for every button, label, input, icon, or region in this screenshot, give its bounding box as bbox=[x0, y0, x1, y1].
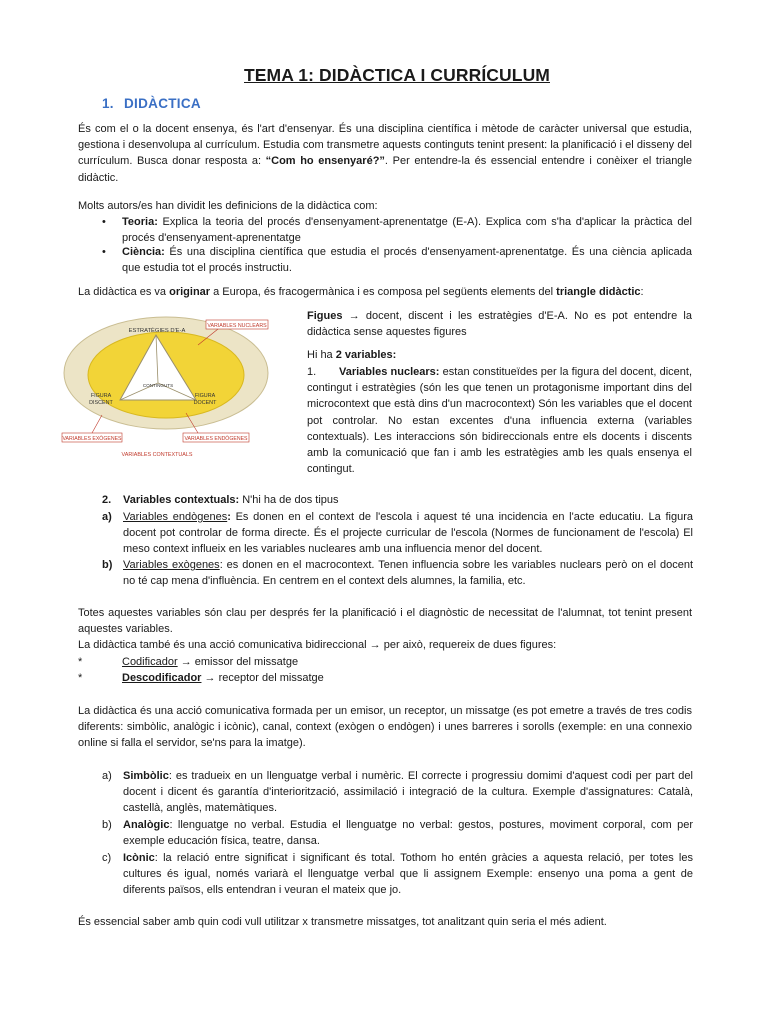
nuclear-label: Variables nuclears: bbox=[339, 366, 440, 378]
page-title: TEMA 1: DIDÀCTICA I CURRÍCULUM bbox=[244, 65, 550, 85]
decoder-item bbox=[122, 670, 682, 686]
figures-paragraph bbox=[307, 308, 692, 340]
code-symbolic bbox=[123, 768, 693, 817]
endogenous-text: Es donen en el context de l'escola i aquest té una incidencia en l'acte educatiu. La figura docent pot controlar de forma directe. És el projecte curricular de l'escola (Normes de funcionament de l'escola) El meso context influeix en les variables nucleares amb una influencia menor del docent. bbox=[123, 511, 694, 556]
action-paragraph: La didàctica és una acció comunicativa formada per un emisor, un receptor, un missatge (es pot emetre a través de tres codis diferents: simbòlic, analògic i icònic), canal, context (exògen o endògen) i unes barreres i sorolls (exemple: en una connexio online si falla el servidor, se'ns para la imatge). bbox=[78, 705, 692, 750]
figures-text: docent, discent i les estratègies d'E-A. No es pot entendre la didàctica sense aquestes figures bbox=[307, 310, 692, 339]
contextual-number bbox=[102, 492, 111, 508]
contextual-text: N'hi ha de dos tipus bbox=[239, 494, 339, 506]
pointer-line bbox=[92, 415, 102, 433]
bullet-science bbox=[122, 244, 692, 276]
intro-question: “Com ho ensenyaré?” bbox=[265, 155, 385, 168]
bullet-science-text: És una disciplina científica que estudia el procés d'ensenyament-aprenentatge. És una ciència aplicada que estudia tot el procés instructiu. bbox=[122, 246, 692, 275]
endogenous-marker bbox=[102, 509, 112, 525]
closing-paragraph: És essencial saber amb quin codi vull utilitzar x transmetre missatges, tot analitzant quin seria el més adient. bbox=[78, 916, 607, 928]
label-figure-right: FIGURA bbox=[194, 393, 216, 399]
encoder-text: → emissor del missatge bbox=[177, 656, 299, 668]
intro-text-1: És com el o la docent ensenya, és l'art d'ensenyar. És una disciplina científica i mètode de caràcter universal que estudia, gestiona i desenvolupa al currículum. Estudia com transmetre aquests continguts tenint present: la planificació i el disseny del currículum. Busca donar resposta a: bbox=[78, 123, 692, 168]
marker: a) bbox=[102, 770, 112, 782]
endogenous-term: Variables endògenes bbox=[123, 511, 228, 523]
section-heading-text: DIDÀCTICA bbox=[124, 96, 201, 111]
variables-intro-text: Hi ha bbox=[307, 349, 336, 361]
marker: * bbox=[78, 672, 83, 684]
origin-text-2: a Europa, és fracogermànica i es composa pel següents elements del bbox=[210, 286, 557, 298]
code-iconic-text: : la relació entre significat i significant és total. Tothom ho entén gràcies a aquesta relació, per totes les cultures és igual, només variarà el llenguatge verbal que li assignem Exemple: ensenyo una poma a gent de diferents països, ells entendran i veuran el mateix que jo. bbox=[123, 852, 693, 897]
code-iconic bbox=[123, 850, 693, 899]
nuclear-number: 1. bbox=[307, 366, 317, 378]
variables-intro-bold: 2 variables: bbox=[335, 349, 397, 361]
marker: c) bbox=[102, 852, 112, 864]
summary-paragraph: Totes aquestes variables són clau per després fer la planificació i el diagnòstic de necessitat de l'alumnat, tot tenint present aquestes variables. bbox=[78, 607, 692, 636]
origin-bold-2: triangle didàctic bbox=[556, 286, 641, 298]
label-figure-left: FIGURA bbox=[90, 393, 112, 399]
decoder-text: → receptor del missatge bbox=[201, 672, 324, 684]
decoder-term: Descodificador bbox=[122, 672, 202, 684]
bullet-theory-text: Explica la teoria del procés d'ensenyament-aprenentatge (E-A). Explica com s'ha d'aplicar la pràctica del procés d'ensenyament-aprenentatge bbox=[122, 216, 692, 245]
exogenous-text: es donen en el macrocontext. Tenen influencia sobre les variables nuclears però on el docent no té cap mena d'influència. En centrem en el context dels alumnes, la familia, etc. bbox=[123, 559, 693, 588]
figures-label: Figues bbox=[307, 310, 343, 322]
origin-bold-1: originar bbox=[169, 286, 211, 298]
code-symbolic-label: Simbòlic bbox=[123, 770, 169, 782]
bullet-science-label: Ciència: bbox=[122, 246, 165, 258]
didactic-triangle-diagram bbox=[58, 305, 272, 465]
arrow-icon: → bbox=[348, 310, 360, 322]
marker: * bbox=[78, 656, 83, 668]
code-iconic-label: Icònic bbox=[123, 852, 155, 864]
exogenous-term: Variables exògenes bbox=[123, 559, 220, 571]
label-nuclear-vars: VARIABLES NUCLEARS bbox=[207, 323, 267, 329]
exogenous-marker bbox=[102, 557, 112, 573]
marker: b) bbox=[102, 559, 113, 571]
label-figure-left-role: DISCENT bbox=[89, 400, 113, 406]
bullet-dot: • bbox=[102, 246, 106, 258]
label-endogenous: VARIABLES ENDÒGENES bbox=[184, 436, 248, 442]
encoder-item bbox=[122, 654, 682, 670]
label-contextual: VARIABLES CONTEXTUALS bbox=[121, 452, 193, 458]
nuclear-variables bbox=[307, 364, 692, 477]
intro-paragraph bbox=[78, 121, 692, 186]
label-strategies: ESTRATÈGIES D'E-A bbox=[128, 328, 186, 334]
marker: a) bbox=[102, 511, 112, 523]
label-contents: CONTINGUTS bbox=[142, 383, 174, 388]
section-heading bbox=[102, 95, 201, 113]
code-symbolic-text: : es tradueix en un llenguatge verbal i numèric. El correcte i progressiu domimi d'aquest codi per part del docent i dicent és garantía d'interiorització, assimilació i integració de la cultura. Exemple d'assignatures: Català, castellà, anglès, matemàtiques. bbox=[123, 770, 693, 815]
label-figure-right-role: DOCENT bbox=[193, 400, 217, 406]
nuclear-text: estan constitueïdes per la figura del docent, dicent, contingut i estratègies (són les que tenen un protagonisme important dins del microcontext que està dins d'un macrocontext) Són les variables que el docent pot controlar. No estan excentes d'una influencia externa (variables contextuals). Les interaccions són bidireccionals entre els docents i discents amb la comunicació que fan i amb les estratègies amb les quals ensenya el contingut. bbox=[307, 366, 692, 476]
communication-intro: La didàctica també és una acció comunicativa bidireccional → per això, requereix de dues figures: bbox=[78, 639, 557, 651]
bullet-dot: • bbox=[102, 216, 106, 228]
intro-text-2: . Per entendre-la és essencial entendre i conèixer el triangle didàctic. bbox=[78, 155, 692, 184]
marker: b) bbox=[102, 819, 112, 831]
exogenous-item bbox=[123, 557, 693, 589]
bullet-theory bbox=[122, 214, 692, 246]
endogenous-item bbox=[123, 509, 693, 558]
colon: : bbox=[219, 559, 223, 571]
code-analog bbox=[123, 817, 693, 849]
origin-paragraph bbox=[78, 284, 692, 300]
origin-text-3: : bbox=[640, 286, 644, 298]
label-exogenous: VARIABLES EXÒGENES bbox=[62, 436, 122, 442]
variables-intro bbox=[307, 347, 692, 363]
contextual-label: Variables contextuals: bbox=[123, 494, 240, 506]
bullet-theory-label: Teoria: bbox=[122, 216, 158, 228]
definitions-intro: Molts autors/es han dividit les definicions de la didàctica com: bbox=[78, 200, 378, 212]
section-number: 1. bbox=[102, 96, 114, 111]
code-analog-label: Analògic bbox=[123, 819, 170, 831]
encoder-term: Codificador bbox=[122, 656, 178, 668]
colon: : bbox=[227, 511, 231, 523]
code-analog-text: : llenguatge no verbal. Estudia el llenguatge no verbal: gestos, postures, moviment corporal, com per exemple educación física, teatre, dansa. bbox=[123, 819, 693, 848]
origin-text-1: La didàctica es va bbox=[78, 286, 170, 298]
contextual-num: 2. bbox=[102, 494, 112, 506]
contextual-variables bbox=[123, 492, 693, 508]
